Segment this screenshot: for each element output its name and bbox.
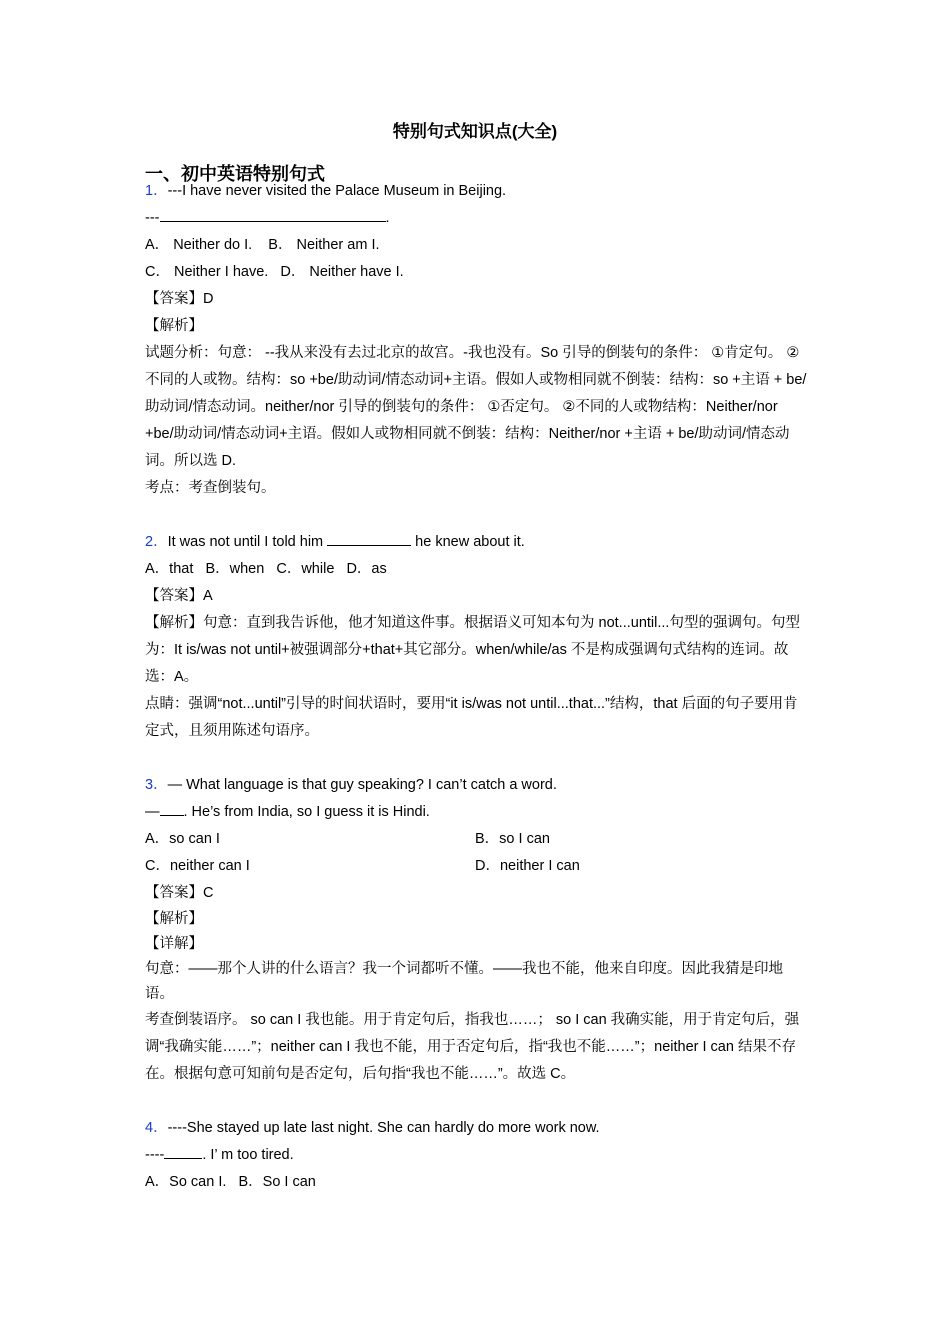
explanation-label: 【解析】 (145, 318, 203, 334)
question-stem: 4．----She stayed up late last night. She can hardly do more work now. (145, 1120, 600, 1136)
answer: 【答案】D (145, 291, 214, 307)
answer: 【答案】A (145, 588, 213, 604)
document-body (145, 178, 810, 1196)
meaning-text: 句意：——那个人讲的什么语言？我一个词都听不懂。——我也不能，他来自印度。因此我猜是印地语。 (145, 961, 783, 1002)
option-c: C．neither can I (145, 858, 250, 874)
exam-point: 考点：考查倒装句。 (145, 480, 276, 496)
explanation-label: 【解析】 (145, 911, 203, 927)
question-number: 1． (145, 183, 168, 199)
options-row (145, 853, 810, 880)
option-a: A．so can I (145, 831, 220, 847)
question-stem: 1．---I have never visited the Palace Museum in Beijing. (145, 183, 507, 199)
options-line: A． Neither do I. B． Neither am I. (145, 237, 380, 253)
question-2 (145, 529, 810, 745)
answer-blank (164, 1142, 202, 1159)
explanation-text: 考查倒装语序。 so can I 我也能。用于肯定句后，指我也……； so I can 我确实能，用于肯定句后，强调“我确实能……”；neither can I 我也不能，用于否定句后，指“我也不能……”；neither I can 结果不存在。根据句意可知前句是否定句，后句指“我也不能……”。故选 C。 (145, 1012, 800, 1082)
options-line: A．that B．when C．while D．as (145, 561, 387, 577)
answer-blank (327, 529, 411, 546)
question-number: 2． (145, 534, 168, 550)
question-stem: 3．— What language is that guy speaking? I can’t catch a word. (145, 777, 557, 793)
answer-blank-line: — . He’s from India, so I guess it is Hindi. (145, 799, 810, 826)
question-4 (145, 1115, 810, 1196)
options-row (145, 826, 810, 853)
options-line: A．So can I. B．So I can (145, 1174, 316, 1190)
answer-blank (160, 799, 184, 816)
explanation-text: 【解析】句意：直到我告诉他，他才知道这件事。根据语义可知本句为 not...until...句型的强调句。句型为：It is/was not until+被强调部分+that+其它部分。when/while/as 不是构成强调句式结构的连词。故选：A。 (145, 615, 800, 685)
question-3 (145, 772, 810, 1088)
answer-blank-line: ---- . I’ m too tired. (145, 1142, 810, 1169)
answer-blank-line: --- . (145, 205, 810, 232)
question-number: 4． (145, 1120, 168, 1136)
detail-label: 【详解】 (145, 936, 203, 952)
question-1 (145, 178, 810, 502)
question-stem: 2．It was not until I told him he knew about it. (145, 529, 810, 556)
answer: 【答案】C (145, 885, 214, 901)
question-number: 3． (145, 777, 168, 793)
explanation-text: 试题分析：句意： --我从来没有去过北京的故宫。-我也没有。So 引导的倒装句的条件： ①肯定句。 ②不同的人或物。结构：so +be/助动词/情态动词+主语。假如人或物相同就不倒装：结构：so +主语 + be/助动词/情态动词。neither/nor 引导的倒装句的条件： ①否定句。 ②不同的人或物结构：Neither/nor +be/助动词/情态动词+主语。假如人或物相同就不倒装：结构：Neither/nor +主语 + be/助动词/情态动词。所以选 D. (145, 345, 807, 469)
document-title: 特别句式知识点(大全) (392, 122, 558, 141)
option-b: B．so I can (475, 831, 550, 847)
answer-blank (160, 205, 386, 222)
spacer (145, 502, 810, 529)
options-line: C． Neither I have. D． Neither have I. (145, 264, 404, 280)
tip-text: 点睛：强调“not...until”引导的时间状语时，要用“it is/was not until...that...”结构，that 后面的句子要用肯定式，且须用陈述句语序。 (145, 696, 798, 739)
option-d: D．neither I can (475, 858, 580, 874)
section-title: 一、初中英语特别句式 (145, 164, 325, 184)
spacer (145, 745, 810, 772)
spacer (145, 1088, 810, 1115)
